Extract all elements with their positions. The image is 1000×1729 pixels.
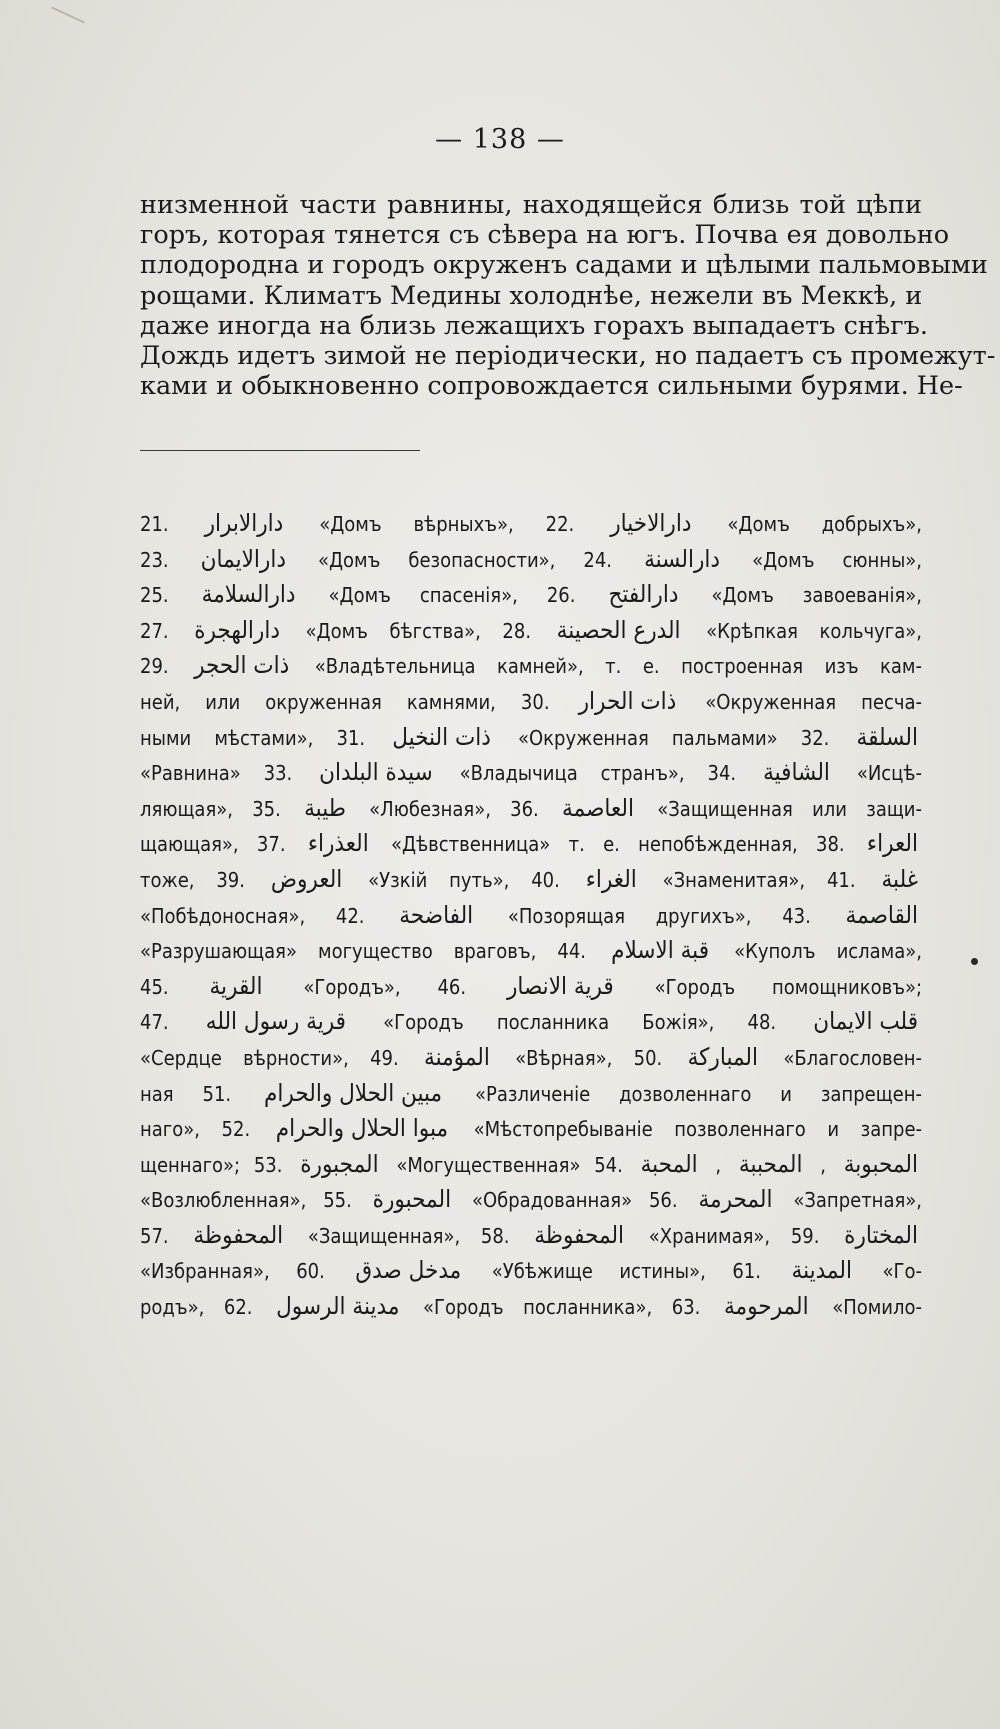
- footnote-text: «Избранная», 60.: [140, 1259, 325, 1284]
- text-line: ками и обыкновенно сопровождается сильными бурями. Не-: [140, 371, 963, 402]
- arabic-term: غلبة: [881, 864, 918, 893]
- footnote-line: [140, 1289, 922, 1325]
- footnote-text: родъ», 62.: [140, 1295, 253, 1320]
- footnote-text: 23.: [140, 547, 169, 572]
- footnote-line: [140, 826, 922, 862]
- text-line: плодородна и городъ окруженъ садами и цѣлыми пальмовыми: [140, 250, 988, 281]
- footnote-text: наго», 52.: [140, 1117, 251, 1142]
- arabic-term: الشافية: [763, 758, 830, 787]
- arabic-term: طيبة: [304, 793, 346, 822]
- arabic-term: المدينة: [791, 1256, 852, 1285]
- footnote-text: «Владѣтельница камней», т. е. построенная изъ кам-: [314, 654, 922, 679]
- footnote-line: [140, 1182, 922, 1218]
- footnote-line: [140, 1076, 922, 1112]
- footnote-text: 21.: [140, 512, 169, 536]
- arabic-term: الغراء: [585, 864, 637, 893]
- arabic-term: مبين الحلال والحرام: [264, 1078, 443, 1107]
- footnote-text: «Могущественная» 54.: [396, 1152, 623, 1177]
- footnote-text: ,: [820, 1152, 826, 1177]
- arabic-term: المحفوظة: [193, 1220, 284, 1249]
- footnote-text: «Хранимая», 59.: [648, 1223, 820, 1248]
- arabic-term: القاصمة: [845, 900, 918, 929]
- footnote-text: «Куполъ ислама»,: [734, 939, 922, 964]
- arabic-term: مدخل صدق: [355, 1256, 462, 1285]
- arabic-term: المحببة: [738, 1149, 803, 1178]
- footnote-text: «Городъ», 46.: [303, 974, 467, 999]
- footnote-text: ,: [715, 1152, 722, 1177]
- text-line: горъ, которая тянется съ сѣвера на югъ. Почва ея довольно: [140, 220, 950, 251]
- footnote-line: [140, 613, 922, 649]
- footnote-text: 25.: [140, 583, 169, 608]
- footnote-line: [140, 1004, 922, 1040]
- footnotes-block: [140, 506, 922, 1325]
- footnote-line: [140, 542, 922, 578]
- arabic-term: المحرمة: [698, 1185, 773, 1214]
- page-number: — 138 —: [435, 124, 565, 155]
- footnote-text: «Защищенная или защи-: [657, 796, 922, 821]
- footnote-text: тоже, 39.: [140, 867, 245, 892]
- footnote-text: «Владычица странъ», 34.: [459, 761, 737, 786]
- arabic-term: السلقة: [856, 722, 918, 751]
- footnote-text: «Различеніе дозволеннаго и запрещен-: [475, 1081, 922, 1106]
- arabic-term: المجبورة: [300, 1149, 379, 1178]
- footnote-text: ными мѣстами», 31.: [140, 725, 366, 750]
- footnote-text: «Позорящая другихъ», 43.: [507, 903, 811, 928]
- arabic-term: المحبورة: [372, 1185, 452, 1214]
- arabic-term: سيدة البلدان: [319, 758, 433, 787]
- footnote-line: [140, 1111, 922, 1147]
- arabic-term: قبة الاسلام: [611, 936, 710, 965]
- footnote-text: «Разрушающая» могущество враговъ, 44.: [140, 939, 586, 964]
- arabic-term: دارالهجرة: [194, 615, 280, 644]
- footnote-line: [140, 933, 922, 969]
- arabic-term: العروض: [270, 864, 343, 893]
- footnote-text: щеннаго»; 53.: [140, 1152, 283, 1177]
- footnote-line: [140, 969, 922, 1005]
- arabic-term: قرية رسول الله: [205, 1007, 346, 1036]
- footnote-text: «Любезная», 36.: [369, 796, 539, 821]
- footnote-line: [140, 577, 922, 613]
- arabic-term: المحفوظة: [534, 1220, 625, 1249]
- arabic-term: قلب الايمان: [813, 1007, 919, 1036]
- scan-dot: [971, 958, 978, 965]
- footnote-text: «Узкій путь», 40.: [368, 867, 560, 892]
- arabic-term: المختارة: [844, 1220, 918, 1249]
- footnote-text: «Домъ спасенія», 26.: [328, 583, 576, 608]
- footnote-line: [140, 1147, 922, 1183]
- footnote-text: «Домъ вѣрныхъ», 22.: [319, 512, 575, 536]
- footnote-line: [140, 506, 922, 542]
- footnote-text: «Окруженная пальмами» 32.: [518, 725, 830, 750]
- arabic-term: قرية الانصار: [506, 971, 614, 1000]
- footnote-text: 45.: [140, 974, 169, 999]
- footnote-text: «Возлюбленная», 55.: [140, 1188, 352, 1213]
- text-line: Дождь идетъ зимой не періодически, но падаетъ съ промежут-: [140, 341, 996, 372]
- footnote-line: [140, 862, 922, 898]
- footnote-text: «Домъ бѣгства», 28.: [305, 618, 532, 643]
- arabic-term: دارالابرار: [204, 509, 284, 537]
- arabic-term: المرحومة: [723, 1292, 809, 1321]
- footnote-text: «Дѣвственница» т. е. непобѣжденная, 38.: [391, 832, 845, 857]
- arabic-term: المحبوبة: [843, 1149, 918, 1178]
- footnote-text: «Крѣпкая кольчуга»,: [706, 618, 922, 643]
- arabic-term: العذراء: [307, 829, 369, 858]
- arabic-term: المحبة: [640, 1149, 698, 1178]
- footnote-text: «Сердце вѣрности», 49.: [140, 1045, 399, 1070]
- arabic-term: العراء: [866, 829, 918, 858]
- footnote-text: «Домъ безопасности», 24.: [317, 547, 613, 572]
- footnote-text: «Знаменитая», 41.: [662, 867, 856, 892]
- arabic-term: المؤمنة: [424, 1042, 490, 1071]
- footnote-text: «Го-: [882, 1259, 922, 1284]
- arabic-term: العاصمة: [562, 793, 634, 822]
- footnote-line: [140, 720, 922, 756]
- footnote-text: ней, или окруженная камнями, 30.: [140, 689, 550, 714]
- footnote-text: щающая», 37.: [140, 832, 286, 857]
- footnote-text: ляющая», 35.: [140, 796, 281, 821]
- footnote-line: [140, 1253, 922, 1289]
- arabic-term: الفاضحة: [399, 900, 474, 929]
- footnote-text: «Вѣрная», 50.: [515, 1045, 663, 1070]
- footnote-line: [140, 648, 922, 684]
- arabic-term: دارالايمان: [200, 544, 286, 573]
- footnote-text: «Благословен-: [783, 1045, 922, 1070]
- footnote-text: 27.: [140, 618, 169, 643]
- footnote-text: «Мѣстопребываніе позволеннаго и запре-: [473, 1117, 922, 1142]
- footnote-divider: [140, 450, 420, 451]
- footnote-text: «Домъ завоеванія»,: [711, 583, 922, 608]
- footnote-text: «Городъ посланника», 63.: [422, 1295, 701, 1320]
- arabic-term: القرية: [209, 971, 263, 1000]
- footnote-text: 47.: [140, 1010, 169, 1035]
- footnote-text: «Помило-: [832, 1295, 922, 1320]
- footnote-text: «Исцѣ-: [856, 761, 922, 786]
- footnote-text: «Городъ помощниковъ»;: [654, 974, 922, 999]
- arabic-term: ذات الحجر: [194, 651, 290, 680]
- arabic-term: مبوا الحلال والحرام: [275, 1114, 449, 1143]
- footnote-text: «Городъ посланника Божія», 48.: [383, 1010, 777, 1035]
- footnote-line: [140, 1218, 922, 1254]
- main-paragraph: [140, 190, 996, 402]
- arabic-term: ذات النخيل: [392, 722, 491, 751]
- arabic-term: ذات الحرار: [578, 686, 677, 715]
- footnote-line: [140, 1040, 922, 1076]
- footnote-text: 57.: [140, 1223, 169, 1248]
- footnote-text: «Равнина» 33.: [140, 761, 293, 786]
- text-line: низменной части равнины, находящейся близь той цѣпи: [140, 190, 922, 220]
- footnote-text: «Запретная»,: [793, 1188, 922, 1213]
- footnote-text: «Убѣжище истины», 61.: [491, 1259, 761, 1284]
- arabic-term: مدينة الرسول: [276, 1292, 400, 1321]
- footnote-line: [140, 684, 922, 720]
- arabic-term: دارالاخيار: [610, 509, 692, 537]
- footnote-text: «Окруженная песча-: [705, 689, 922, 714]
- footnote-text: 29.: [140, 654, 169, 679]
- footnote-text: «Защищенная», 58.: [307, 1223, 510, 1248]
- arabic-term: المباركة: [687, 1042, 759, 1071]
- scan-smudge: [51, 6, 84, 23]
- arabic-term: دارالسلامة: [201, 580, 296, 609]
- footnote-line: [140, 755, 922, 791]
- footnote-text: «Обрадованная» 56.: [471, 1188, 678, 1213]
- footnote-line: [140, 791, 922, 827]
- arabic-term: دارالسنة: [644, 544, 721, 573]
- footnote-text: «Побѣдоносная», 42.: [140, 903, 365, 928]
- footnote-text: «Домъ добрыхъ»,: [727, 512, 922, 536]
- footnote-text: ная 51.: [140, 1081, 232, 1106]
- arabic-term: دارالفتح: [608, 580, 679, 609]
- arabic-term: الدرع الحصينة: [556, 615, 681, 644]
- text-line: даже иногда на близь лежащихъ горахъ выпадаетъ снѣгъ.: [140, 310, 928, 341]
- footnote-text: «Домъ сюнны»,: [752, 547, 922, 572]
- footnote-line: [140, 898, 922, 934]
- text-line: рощами. Климатъ Медины холоднѣе, нежели въ Меккѣ, и: [140, 280, 923, 311]
